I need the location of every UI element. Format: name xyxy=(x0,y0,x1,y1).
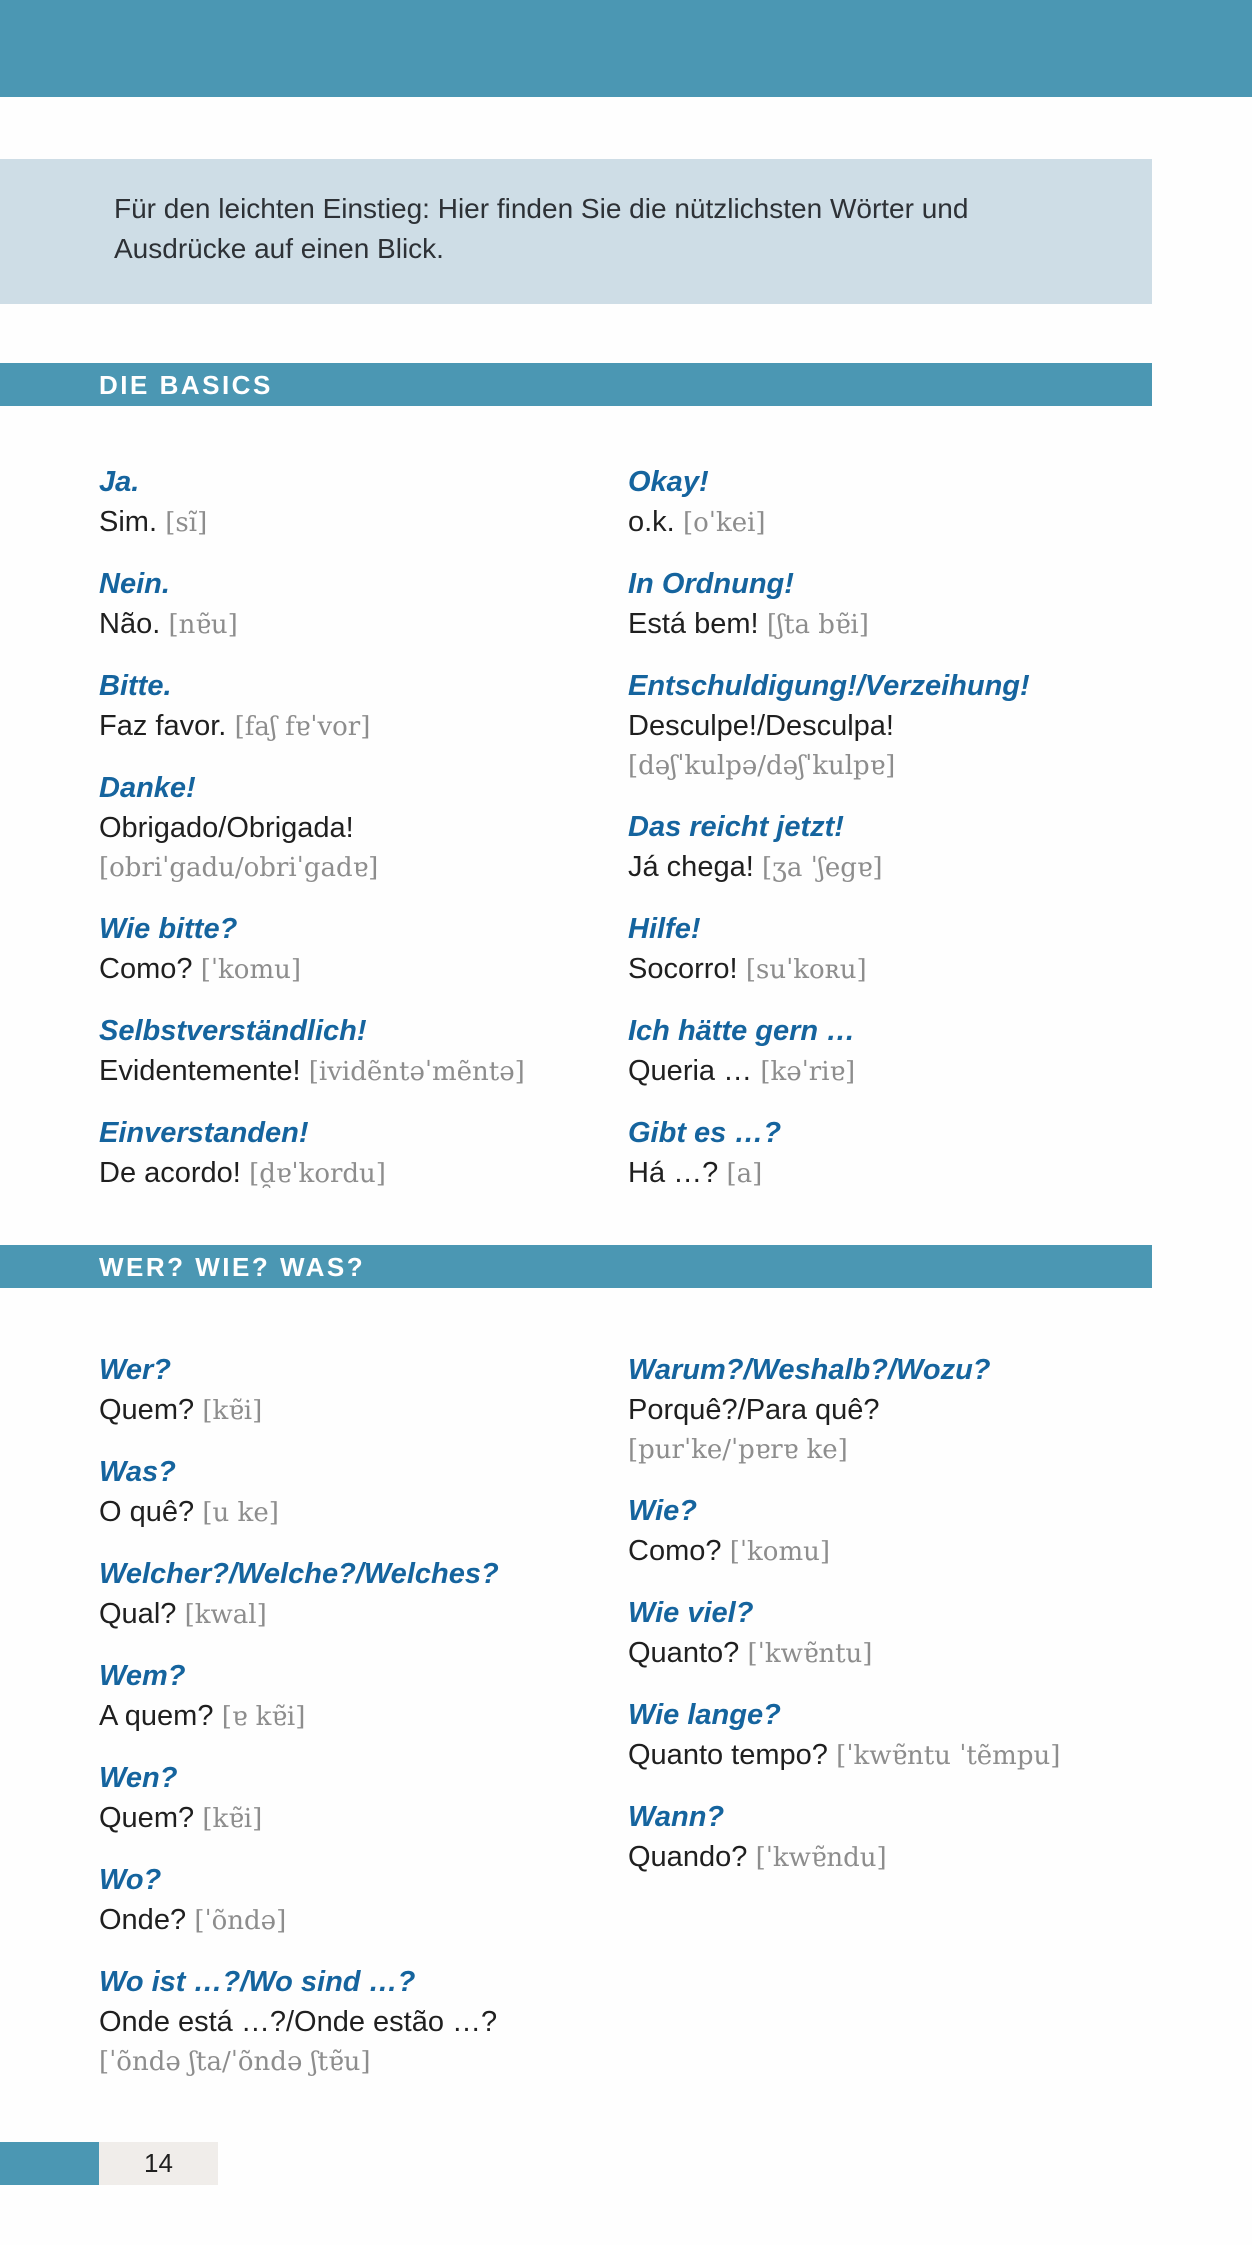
ipa-phonetic: [ˈkwɐ̃ntu ˈtẽmpu] xyxy=(827,1741,1061,1771)
portuguese-line xyxy=(99,604,628,645)
page-number-box xyxy=(99,2142,218,2185)
portuguese-line xyxy=(99,1696,628,1737)
german-phrase: Hilfe! xyxy=(628,913,701,945)
ipa-phonetic: [u ke] xyxy=(194,1498,279,1528)
ipa-phonetic: [kɐ̃i] xyxy=(194,1396,263,1426)
ipa-phonetic: [ˈkomu] xyxy=(192,955,302,985)
phrase-entry xyxy=(628,564,1252,645)
german-phrase: Wem? xyxy=(99,1660,186,1692)
phrase-entry xyxy=(628,462,1252,543)
portuguese-phrase: O quê? xyxy=(99,1496,195,1528)
german-phrase: Warum?/Weshalb?/Wozu? xyxy=(628,1354,991,1386)
ipa-phonetic: [ˈõndə] xyxy=(186,1906,287,1936)
phrase-entry xyxy=(99,1962,628,2082)
phrase-entry xyxy=(99,1113,628,1194)
portuguese-line xyxy=(628,502,1252,543)
portuguese-line xyxy=(628,1633,1252,1674)
phrase-entry xyxy=(99,1656,628,1737)
phrase-entry xyxy=(99,1554,628,1635)
portuguese-line xyxy=(99,1051,628,1092)
phrase-entry xyxy=(628,666,1252,786)
portuguese-line xyxy=(628,604,1252,645)
portuguese-phrase: Quem? xyxy=(99,1802,195,1834)
german-phrase: Wo? xyxy=(99,1864,162,1896)
portuguese-phrase: Obrigado/Obrigada! xyxy=(99,812,354,844)
phrase-list xyxy=(0,1288,1252,2103)
portuguese-phrase: Quem? xyxy=(99,1394,195,1426)
german-phrase: Ich hätte gern … xyxy=(628,1015,856,1047)
portuguese-phrase: Porquê?/Para quê? xyxy=(628,1394,880,1426)
ipa-phonetic: [kɐ̃i] xyxy=(194,1804,263,1834)
phrase-entry xyxy=(99,1860,628,1941)
ipa-phonetic: [kwal] xyxy=(176,1600,267,1630)
portuguese-line xyxy=(628,1837,1252,1878)
german-phrase: Wen? xyxy=(99,1762,178,1794)
phrase-column-left xyxy=(99,462,628,1215)
phrase-entry xyxy=(628,1113,1252,1194)
portuguese-line xyxy=(628,706,1252,746)
german-phrase: Bitte. xyxy=(99,670,172,702)
portuguese-phrase: Onde? xyxy=(99,1904,187,1936)
german-phrase: Wie bitte? xyxy=(99,913,238,945)
german-phrase: Danke! xyxy=(99,772,196,804)
phrase-entry xyxy=(628,1491,1252,1572)
german-phrase: In Ordnung! xyxy=(628,568,794,600)
portuguese-phrase: Evidentemente! xyxy=(99,1055,301,1087)
ipa-phonetic: [suˈkoʀu] xyxy=(737,955,867,985)
portuguese-phrase: Qual? xyxy=(99,1598,177,1630)
portuguese-line xyxy=(628,949,1252,990)
phrase-entry xyxy=(99,666,628,747)
ipa-phonetic: [oˈkei] xyxy=(674,508,766,538)
phrase-entry xyxy=(628,1593,1252,1674)
phrase-entry xyxy=(99,1350,628,1431)
german-phrase: Einverstanden! xyxy=(99,1117,309,1149)
ipa-phonetic: [kəˈriɐ] xyxy=(752,1057,856,1087)
portuguese-phrase: Como? xyxy=(99,953,193,985)
phrase-entry xyxy=(628,1797,1252,1878)
portuguese-line xyxy=(628,1051,1252,1092)
portuguese-phrase: A quem? xyxy=(99,1700,214,1732)
portuguese-line xyxy=(99,1594,628,1635)
section-die-basics xyxy=(0,363,1252,1215)
portuguese-line xyxy=(628,847,1252,888)
phrase-column-left xyxy=(99,1350,628,2103)
portuguese-phrase: Queria … xyxy=(628,1055,753,1087)
section-header-band xyxy=(0,363,1152,406)
german-phrase: Wie viel? xyxy=(628,1597,754,1629)
ipa-phonetic: [ˈkomu] xyxy=(721,1537,831,1567)
section-title: WER? WIE? WAS? xyxy=(99,1252,366,1282)
section-wer-wie-was xyxy=(0,1245,1252,2103)
portuguese-line xyxy=(99,706,628,747)
german-phrase: Gibt es …? xyxy=(628,1117,782,1149)
ipa-phonetic: [ɐ kɐ̃i] xyxy=(213,1702,306,1732)
portuguese-line xyxy=(628,1390,1252,1430)
portuguese-line xyxy=(99,1390,628,1431)
portuguese-phrase: Quanto? xyxy=(628,1637,740,1669)
ipa-phonetic: [faʃ fɐˈvor] xyxy=(226,712,371,742)
german-phrase: Entschuldigung!/Verzeihung! xyxy=(628,670,1030,702)
portuguese-line xyxy=(99,1492,628,1533)
german-phrase: Wie? xyxy=(628,1495,698,1527)
portuguese-line xyxy=(99,1900,628,1941)
phrase-entry xyxy=(99,768,628,888)
ipa-phonetic: [sĩ] xyxy=(157,508,208,538)
phrase-entry xyxy=(628,1011,1252,1092)
german-phrase: Welcher?/Welche?/Welches? xyxy=(99,1558,499,1590)
portuguese-line xyxy=(99,1798,628,1839)
german-phrase: Selbstverständlich! xyxy=(99,1015,367,1047)
phrase-entry xyxy=(628,909,1252,990)
portuguese-phrase: o.k. xyxy=(628,506,675,538)
ipa-phonetic: [a] xyxy=(718,1159,763,1189)
ipa-phonetic: [ʃta bɐ̃i] xyxy=(758,610,869,640)
german-phrase: Was? xyxy=(99,1456,176,1488)
portuguese-line xyxy=(99,808,628,848)
portuguese-phrase: Como? xyxy=(628,1535,722,1567)
portuguese-phrase: Faz favor. xyxy=(99,710,227,742)
phrase-entry xyxy=(99,1011,628,1092)
page-footer xyxy=(0,2142,218,2185)
portuguese-line xyxy=(628,1531,1252,1572)
ipa-phonetic: [d̯ɐˈkordu] xyxy=(240,1159,386,1189)
german-phrase: Ja. xyxy=(99,466,140,498)
ipa-phonetic: [ˈõndə ʃta/ˈõndə ʃtɐ̃u] xyxy=(99,2047,371,2077)
intro-text: Für den leichten Einstieg: Hier finden Sie die nützlichsten Wörter und Ausdrücke auf einen Blick. xyxy=(114,193,969,264)
ipa-phonetic: [ˈkwɐ̃ntu] xyxy=(739,1639,873,1669)
portuguese-line xyxy=(99,2002,628,2042)
german-phrase: Wo ist …?/Wo sind …? xyxy=(99,1966,416,1998)
phrase-column-right xyxy=(628,462,1252,1215)
ipa-phonetic: [obriˈgadu/obriˈgadɐ] xyxy=(99,853,379,883)
phrase-entry xyxy=(628,1695,1252,1776)
german-phrase: Wann? xyxy=(628,1801,725,1833)
phrase-column-right xyxy=(628,1350,1252,2103)
portuguese-line xyxy=(628,1735,1252,1776)
portuguese-phrase: Socorro! xyxy=(628,953,738,985)
intro-box xyxy=(0,159,1152,304)
phrase-entry xyxy=(99,564,628,645)
portuguese-phrase: Sim. xyxy=(99,506,157,538)
phrase-list xyxy=(0,406,1252,1215)
german-phrase: Nein. xyxy=(99,568,170,600)
ipa-phonetic: [ʒa ˈʃegɐ] xyxy=(753,853,883,883)
portuguese-phrase: Quando? xyxy=(628,1841,748,1873)
portuguese-phrase: Está bem! xyxy=(628,608,759,640)
ipa-phonetic: [purˈke/ˈpɐrɐ ke] xyxy=(628,1435,848,1465)
portuguese-phrase: Onde está …?/Onde estão …? xyxy=(99,2006,498,2038)
portuguese-phrase: Desculpe!/Desculpa! xyxy=(628,710,894,742)
footer-color-tab xyxy=(0,2142,99,2185)
ipa-phonetic: [ividẽntəˈmẽntə] xyxy=(300,1057,525,1087)
portuguese-line xyxy=(99,1153,628,1194)
portuguese-phrase: Já chega! xyxy=(628,851,754,883)
phrase-entry xyxy=(99,909,628,990)
section-header-band xyxy=(0,1245,1152,1288)
german-phrase: Das reicht jetzt! xyxy=(628,811,844,843)
portuguese-phrase: Quanto tempo? xyxy=(628,1739,828,1771)
phrase-entry xyxy=(628,1350,1252,1470)
phrase-entry xyxy=(99,1452,628,1533)
phrase-entry xyxy=(99,462,628,543)
section-title: DIE BASICS xyxy=(99,370,273,400)
portuguese-line xyxy=(628,1153,1252,1194)
german-phrase: Okay! xyxy=(628,466,709,498)
portuguese-phrase: Não. xyxy=(99,608,161,640)
phrase-entry xyxy=(99,1758,628,1839)
portuguese-phrase: Há …? xyxy=(628,1157,719,1189)
portuguese-line xyxy=(99,502,628,543)
german-phrase: Wer? xyxy=(99,1354,171,1386)
ipa-phonetic: [nɐ̃u] xyxy=(160,610,238,640)
page-number: 14 xyxy=(144,2148,173,2178)
phrase-entry xyxy=(628,807,1252,888)
ipa-phonetic: [dəʃˈkulpə/dəʃˈkulpɐ] xyxy=(628,751,896,781)
german-phrase: Wie lange? xyxy=(628,1699,781,1731)
ipa-phonetic: [ˈkwɐ̃ndu] xyxy=(747,1843,887,1873)
page-top-band xyxy=(0,0,1252,97)
portuguese-phrase: De acordo! xyxy=(99,1157,241,1189)
portuguese-line xyxy=(99,949,628,990)
